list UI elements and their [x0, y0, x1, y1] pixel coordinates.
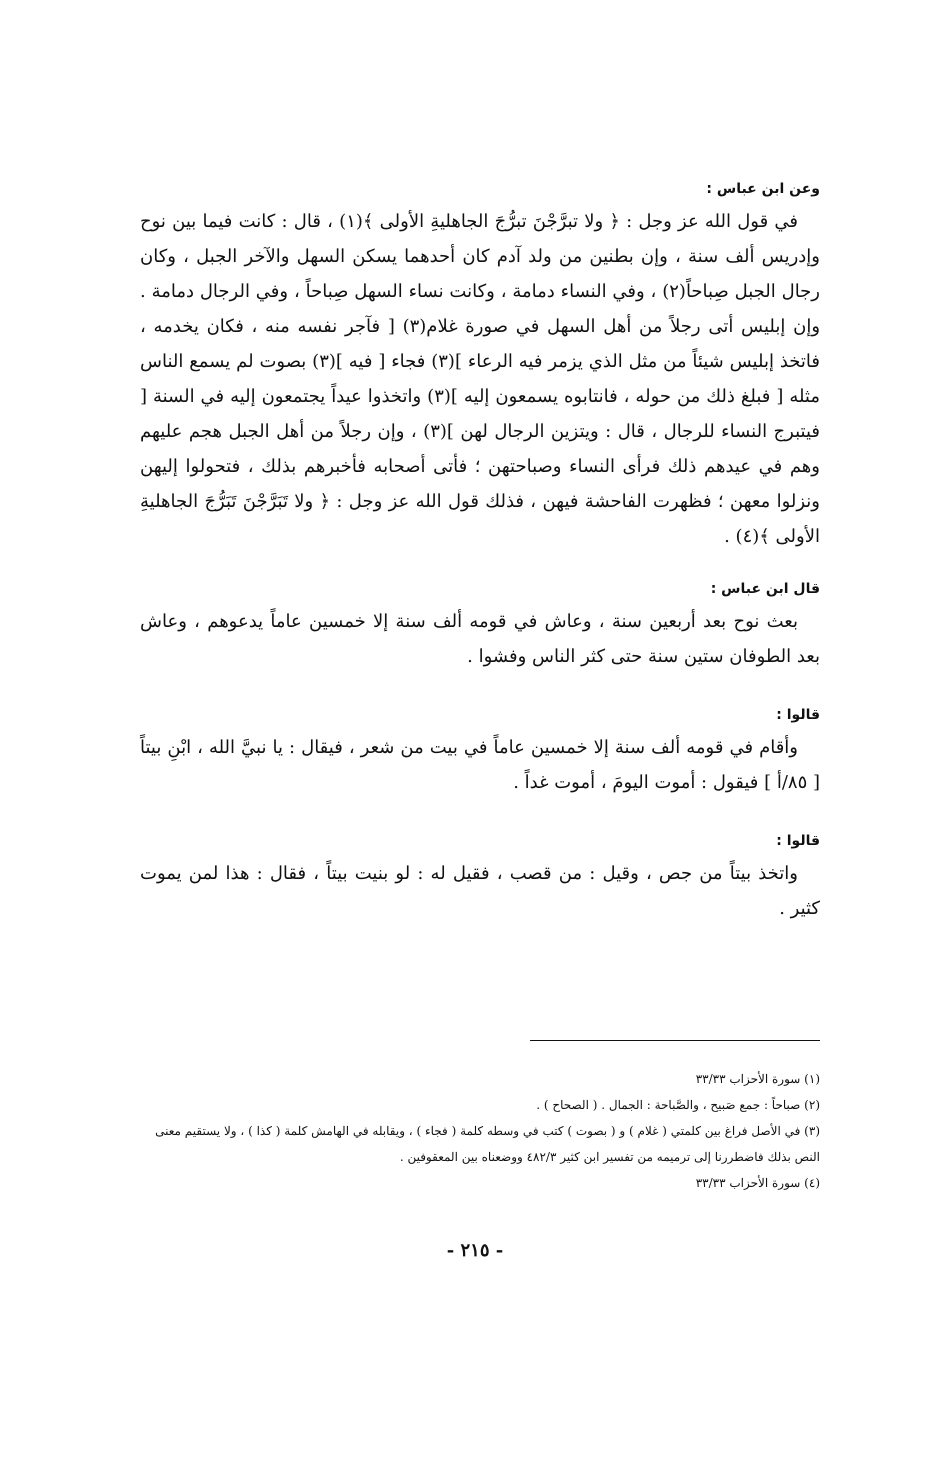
footnote: (٣) في الأصل فراغ بين كلمتي ( غلام ) و ( بصوت ) كتب في وسطه كلمة ( فجاء ) ، ويقابله في الهامش كلمة ( كذا ) ، ولا يستقيم معنى النص بذلك فاضطررنا إلى ترميمه من تفسير ابن كثير ٤٨٢/٣ ووضعناه بين المعقوفين . — [155, 1124, 820, 1164]
footnote: (٢) صباحاً : جمع صَبيح ، والصَّباحة : الجمال . ( الصحاح ) . — [536, 1098, 820, 1112]
footnotes — [140, 1066, 820, 1196]
main-text-body — [140, 178, 820, 926]
footnote: (٤) سورة الأحزاب ٣٣/٣٣ — [695, 1176, 820, 1190]
paragraph: في قول الله عز وجل : ﴿ ولا تبرَّجْنَ تبرُّجَ الجاهليةِ الأولى ﴾(١) ، قال : كانت فيما بين نوح وإدريس ألف سنة ، وإن بطنين من ولد آدم كان أحدهما يسكن السهل والآخر الجبل ، وكان رجال الجبل صِباحاً(٢) ، وفي النساء دمامة ، وكانت نساء السهل صِباحاً ، وفي الرجال دمامة . وإن إبليس أتى رجلاً من أهل السهل في صورة غلام(٣) [ فآجر نفسه منه ، فكان يخدمه ، فاتخذ إبليس شيئاً من مثل الذي يزمر فيه الرعاء ](٣) فجاء [ فيه ](٣) بصوت لم يسمع الناس مثله [ فبلغ ذلك من حوله ، فانتابوه يسمعون إليه ](٣) واتخذوا عيداً يجتمعون إليه في السنة [ فيتبرج النساء للرجال ، قال : ويتزين الرجال لهن ](٣) ، وإن رجلاً من أهل الجبل هجم عليهم وهم في عيدهم ذلك فرأى النساء وصباحتهن ؛ فأتى أصحابه فأخبرهم بذلك ، فتحولوا إليهن ونزلوا معهن ؛ فظهرت الفاحشة فيهن ، فذلك قول الله عز وجل : ﴿ ولا تَبَرَّجْنَ تَبَرُّجَ الجاهليةِ الأولى ﴾(٤) . — [140, 211, 821, 547]
page-number: - ٢١٥ - — [446, 1240, 504, 1261]
paragraph: وأقام في قومه ألف سنة إلا خمسين عاماً في بيت من شعر ، فيقال : يا نبيَّ الله ، ابْنِ بيتاً [ ٨٥/أ ] فيقول : أموت اليومَ ، أموت غداً . — [140, 737, 820, 793]
section-heading: وعن ابن عباس : — [706, 181, 820, 197]
paragraph: بعث نوح بعد أربعين سنة ، وعاش في قومه ألف سنة إلا خمسين عاماً يدعوهم ، وعاش بعد الطوفان ستين سنة حتى كثر الناس وفشوا . — [140, 611, 820, 667]
section-heading: قالوا : — [776, 833, 820, 849]
paragraph: واتخذ بيتاً من جص ، وقيل : من قصب ، فقيل له : لو بنيت بيتاً ، فقال : هذا لمن يموت كثير . — [140, 863, 820, 919]
section-heading: قال ابن عباس : — [710, 581, 820, 597]
footnote: (١) سورة الأحزاب ٣٣/٣٣ — [695, 1072, 820, 1086]
section-ibn-abbas-nuh — [140, 578, 820, 674]
section-ibn-abbas-tabarruj — [140, 178, 820, 554]
section-qalu-gypsum — [140, 830, 820, 926]
section-heading: قالوا : — [776, 707, 820, 723]
section-qalu-house — [140, 704, 820, 800]
footnote-divider — [530, 1040, 820, 1041]
